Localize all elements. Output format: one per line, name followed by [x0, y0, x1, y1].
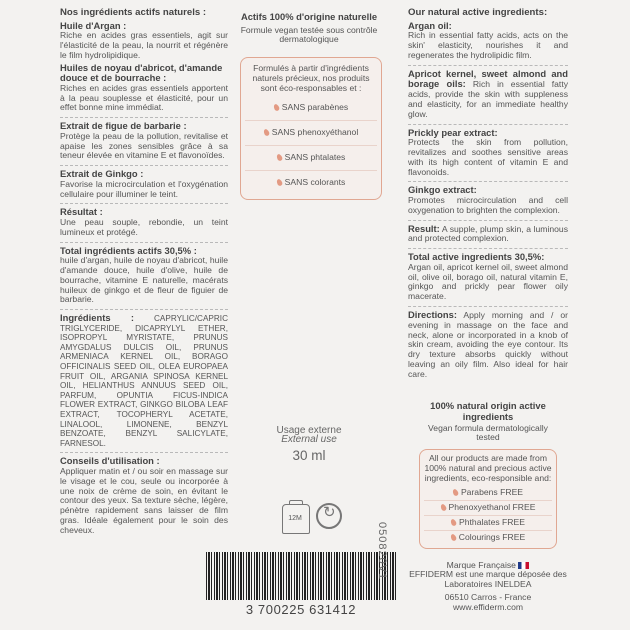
free-item: Phthalates FREE: [424, 516, 552, 531]
en-directions-title: Directions:: [408, 308, 457, 320]
barcode: [206, 552, 396, 600]
en-total-text: Argan oil, apricot kernel oil, sweet almond oil, olive oil, borago oil, natural vitamin E, ginkgo and prickly pear flower oily macerate.: [408, 261, 568, 302]
barcode-number: 3 700225 631412: [245, 602, 357, 617]
divider: [60, 117, 228, 118]
free-item: Colourings FREE: [424, 531, 552, 545]
free-from-box-en: [419, 449, 557, 548]
drop-icon: [273, 103, 280, 111]
fr-ginkgo-text: Favorise la microcirculation et l'oxygénation cellulaire pour illuminer le teint.: [60, 178, 228, 199]
en-box-intro: All our products are made from 100% natural and precious active ingredients, eco-responsible and:: [424, 453, 552, 483]
fr-result-text: Une peau souple, rebondie, un teint lumineux et protégé.: [60, 216, 228, 237]
fr-argan-title: Huile d'Argan :: [60, 19, 127, 31]
english-column: [408, 8, 568, 613]
divider: [408, 220, 568, 221]
divider: [60, 242, 228, 243]
fr-oils-title: Huiles de noyau d'abricot, d'amande douce et de bourrache :: [60, 61, 223, 84]
fr-advice-title: Conseils d'utilisation :: [60, 455, 160, 467]
en-title: Our natural active ingredients:: [408, 7, 548, 18]
website-link: www.effiderm.com: [452, 601, 524, 612]
usage-external-en: External use: [281, 434, 337, 446]
en-directions-text: Apply morning and / or evening in massage on the face and neck, alone or incorporated in a knob of skin cream, avoiding the eye contour. Its dry texture absorbs quickly without leaving an oily film. Also ideal for hair care.: [408, 309, 568, 379]
fr-fig-text: Protège la peau de la pollution, revitalise et apaise les zones sensibles grâce à sa teneur élevée en vitamine E et flavonoïdes.: [60, 130, 228, 161]
french-flag-icon: [518, 562, 529, 569]
fr-argan-text: Riche en acides gras essentiels, agit sur l'élasticité de la peau, la nourrit et régénère le film hydrolipidique.: [60, 30, 228, 60]
free-list: [245, 96, 377, 195]
en-oils-title: Apricot kernel, sweet almond and borage oils:: [408, 67, 568, 90]
fr-ingredients-title: Ingrédients :: [60, 312, 134, 324]
en-natural-title: 100% natural origin active ingredients: [430, 400, 546, 423]
drop-icon: [450, 533, 457, 541]
en-ginkgo-text: Promotes microcirculation and cell oxygenation to brighten the complexion.: [408, 194, 568, 215]
en-vegan: Vegan formula dermatologically tested: [428, 422, 548, 443]
address-line: 06510 Carros - France: [444, 592, 532, 603]
free-item: SANS colorants: [245, 171, 377, 195]
free-item: SANS phtalates: [245, 146, 377, 171]
pao-label: 12M: [288, 515, 302, 522]
divider: [408, 306, 568, 307]
recycle-icon: [316, 503, 342, 529]
fr-advice-text: Appliquer matin et / ou soir en massage sur le visage et le cou, seule ou incorporée à une noix de crème de soin, en évitant le contour des yeux. Sa texture sèche, légère, pénètre rapidement sans laisser de film gras. Idéale également pour le soin des cheveux.: [60, 466, 228, 535]
divider: [60, 203, 228, 204]
drop-icon: [439, 503, 446, 511]
free-from-box: [240, 57, 382, 199]
en-oils: [408, 69, 568, 120]
free-item: SANS phenoxyéthanol: [245, 121, 377, 146]
divider: [408, 181, 568, 182]
drop-icon: [263, 128, 270, 136]
free-item: Parabens FREE: [424, 486, 552, 501]
french-column: [60, 8, 228, 536]
divider: [408, 124, 568, 125]
en-directions: [408, 310, 568, 380]
en-prickly-title: Prickly pear extract:: [408, 126, 498, 138]
divider: [408, 65, 568, 66]
divider: [408, 248, 568, 249]
vegan-subtitle: Formule vegan testée sous contrôle dermatologique: [240, 24, 378, 45]
free-item: SANS parabènes: [245, 96, 377, 121]
en-result-title: Result:: [408, 222, 440, 234]
company-line: EFFIDERM est une marque déposée des Laboratoires INELDEA: [409, 569, 567, 590]
en-ginkgo-title: Ginkgo extract:: [408, 184, 477, 196]
en-argan-text: Rich in essential fatty acids, acts on the skin' elasticity, nourishes it and regenerates the hydrolipidic film.: [408, 30, 568, 60]
en-result: [408, 224, 568, 245]
fr-ingredients-text: CAPRYLIC/CAPRIC TRIGLYCERIDE, DICAPRYLYL ETHER, ISOPROPYL MYRISTATE, PRUNUS AMYGDALUS DULCIS OIL, PRUNUS ARMENIACA KERNEL OIL, BORAGO OFFICINALIS SEED OIL, OLEA EUROPAEA FRUIT OIL, ARGANIA SPINOSA KERNEL OIL, HELIANTHUS ANNUUS SEED OIL, PARFUM, OPUNTIA FICUS-INDICA FLOWER EXTRACT, GINKGO BILOBA LEAF EXTRACT, TOCOPHERYL ACETATE, LINALOOL, LIMONENE, BENZYL BENZOATE, BENZYL SALICYLATE, FARNESOL.: [60, 314, 228, 448]
center-column: [240, 11, 378, 464]
drop-icon: [452, 488, 459, 496]
fr-result-title: Résultat :: [60, 206, 103, 218]
fr-oils-text: Riches en acides gras essentiels apportent à la peau souplesse et élasticité, pour un effet bonne mine immédiat.: [60, 82, 228, 113]
usage-external-fr: Usage externe: [276, 424, 342, 436]
fr-ingredients: [60, 313, 228, 448]
free-list-en: [424, 486, 552, 545]
lot-number: 050820V1: [376, 522, 388, 581]
natural-origin-title: Actifs 100% d'origine naturelle: [240, 11, 378, 22]
fr-total-title: Total ingrédients actifs 30,5% :: [60, 244, 197, 256]
fr-ginkgo-title: Extrait de Ginkgo :: [60, 168, 144, 180]
divider: [60, 309, 228, 310]
drop-icon: [450, 518, 457, 526]
en-result-text: A supple, plump skin, a luminous and protected complexion.: [408, 223, 568, 244]
free-item: Phenoxyethanol FREE: [424, 501, 552, 516]
en-argan-title: Argan oil:: [408, 19, 452, 31]
fr-total-text: huile d'argan, huile de noyau d'abricot, huile d'amande douce, huile d'olive, huile de bourrache, vitamine E naturelle, macérats huileux de ginkgo et de fleur de figuier de barbarie.: [60, 255, 228, 305]
drop-icon: [275, 153, 282, 161]
en-oils-text: Rich in essential fatty acids, provide the skin with suppleness and elasticity, for an immediate healthy glow.: [408, 79, 569, 119]
divider: [60, 452, 228, 453]
en-total-title: Total active ingredients 30,5%:: [408, 251, 545, 263]
free-box-intro: Formulés à partir d'ingrédients naturels précieux, nos produits sont éco-responsables et :: [252, 63, 370, 93]
divider: [60, 165, 228, 166]
drop-icon: [275, 178, 282, 186]
fr-fig-title: Extrait de figue de barbarie :: [60, 120, 187, 132]
fr-title: Nos ingrédients actifs naturels :: [60, 7, 207, 18]
en-prickly-text: Protects the skin from pollution, revitalizes and soothes sensitive areas with its high content of vitamin E and flavonoids.: [408, 137, 568, 177]
brand-origin: Marque Française: [408, 561, 568, 571]
volume: 30 ml: [292, 448, 326, 464]
